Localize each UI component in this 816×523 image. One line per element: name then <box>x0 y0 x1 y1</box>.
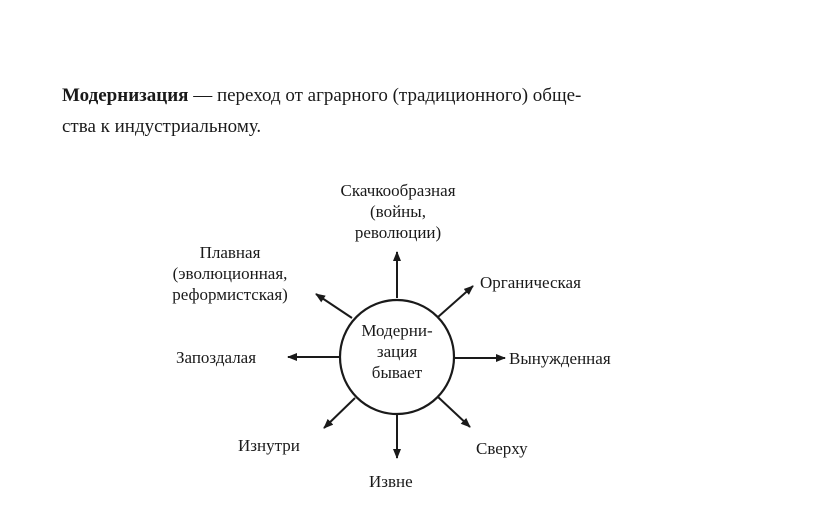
arrow-top-left <box>316 294 352 318</box>
arrow-bottom-left <box>324 398 355 428</box>
label-left: Запоздалая <box>176 348 257 367</box>
label-top-right: Органическая <box>480 273 581 292</box>
definition-line2: ства к индустриальному. <box>62 116 262 137</box>
arrow-top-right <box>438 286 473 317</box>
definition-term: Модернизация <box>62 85 189 106</box>
label-bottom-right: Сверху <box>476 439 528 458</box>
label-bottom-left: Изнутри <box>238 436 300 455</box>
label-bottom: Извне <box>369 472 413 491</box>
definition-line1: — переход от аграрного (традиционного) обще- <box>188 85 582 106</box>
arrow-bottom-right <box>438 397 470 427</box>
center-label: Модерни- зация бывает <box>361 321 433 382</box>
label-top: Скачкообразная (войны, революции) <box>340 181 456 242</box>
label-top-left: Плавная (эволюционная, реформистская) <box>172 243 288 304</box>
label-right: Вынужденная <box>509 349 611 368</box>
